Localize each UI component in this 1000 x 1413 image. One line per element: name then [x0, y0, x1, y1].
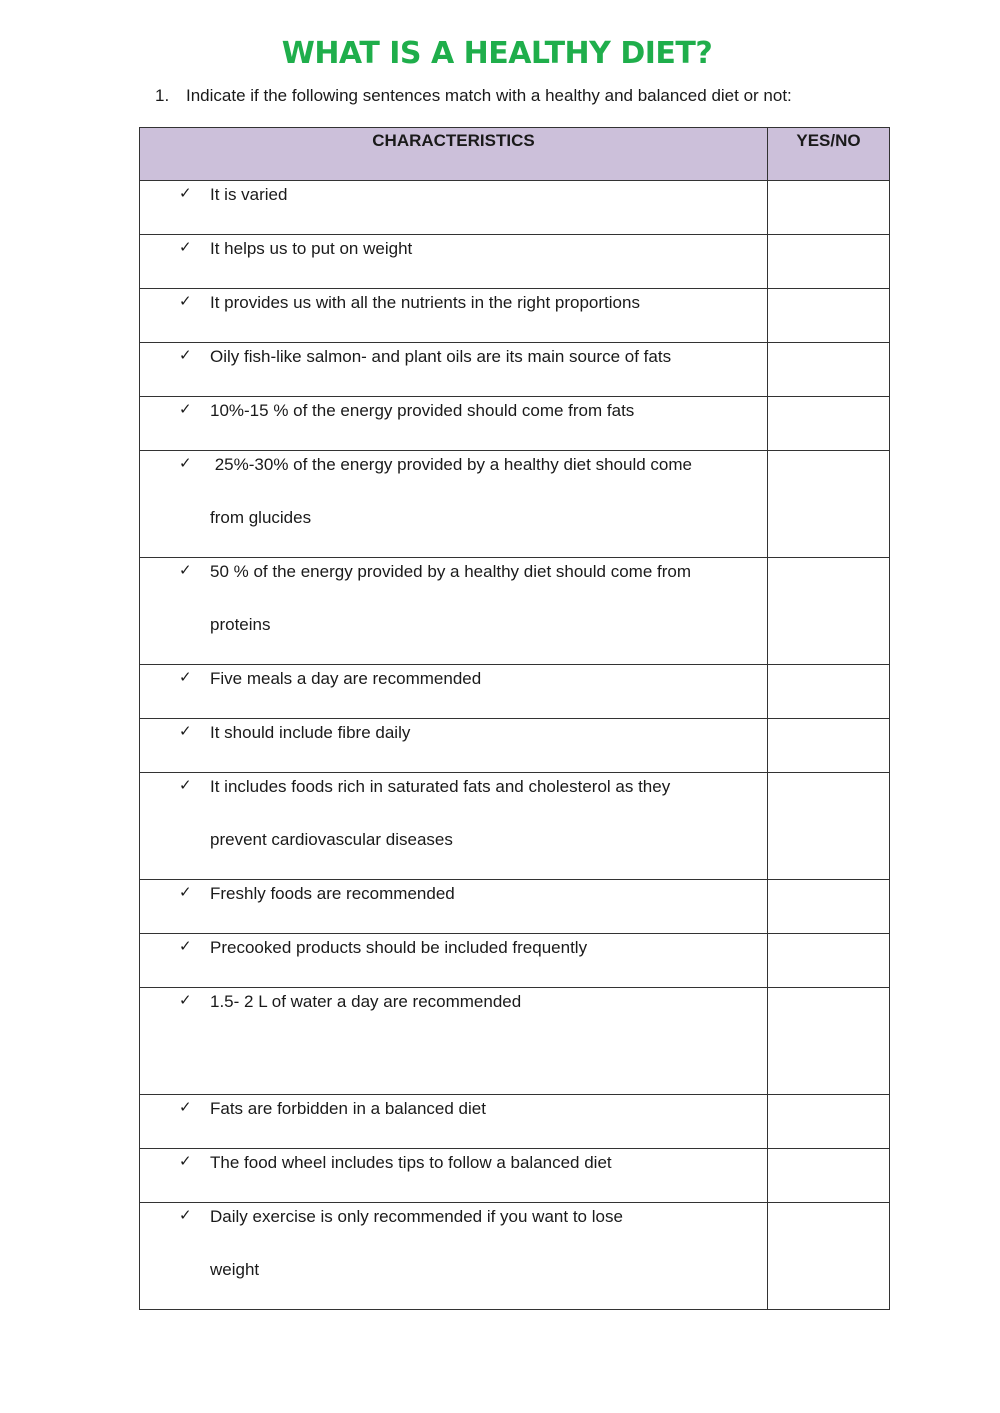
table-row — [140, 773, 890, 880]
table-row — [140, 988, 890, 1095]
check-mark-icon: ✓ — [179, 238, 192, 256]
check-mark-icon: ✓ — [179, 561, 192, 579]
table-row — [140, 934, 890, 988]
characteristic-cell — [140, 1149, 768, 1203]
characteristic-text: 50 % of the energy provided by a healthy diet should come from — [210, 562, 692, 581]
table-row — [140, 181, 890, 235]
check-mark-icon: ✓ — [179, 883, 192, 901]
characteristic-text: Oily fish-like salmon- and plant oils are its main source of fats — [210, 347, 672, 366]
characteristic-cell — [140, 719, 768, 773]
instruction-text: Indicate if the following sentences match with a healthy and balanced diet or not: — [186, 86, 792, 105]
yes-no-answer-cell[interactable] — [768, 934, 890, 988]
check-mark-icon: ✓ — [179, 184, 192, 202]
characteristic-text: 1.5- 2 L of water a day are recommended — [210, 992, 522, 1011]
characteristic-cell — [140, 988, 768, 1095]
characteristic-cell — [140, 558, 768, 665]
check-mark-icon: ✓ — [179, 1098, 192, 1116]
characteristic-text-continued: proteins — [210, 615, 271, 634]
characteristic-cell — [140, 343, 768, 397]
yes-no-answer-cell[interactable] — [768, 1095, 890, 1149]
characteristic-cell — [140, 773, 768, 880]
yes-no-answer-cell[interactable] — [768, 451, 890, 558]
yes-no-answer-cell[interactable] — [768, 880, 890, 934]
characteristic-cell — [140, 397, 768, 451]
characteristic-cell — [140, 1095, 768, 1149]
instruction-number: 1. — [155, 86, 170, 105]
yes-no-answer-cell[interactable] — [768, 665, 890, 719]
yes-no-answer-cell[interactable] — [768, 1149, 890, 1203]
yes-no-answer-cell[interactable] — [768, 181, 890, 235]
characteristic-text: It provides us with all the nutrients in the right proportions — [210, 293, 640, 312]
characteristic-text: Freshly foods are recommended — [210, 884, 455, 903]
yes-no-answer-cell[interactable] — [768, 289, 890, 343]
table-row — [140, 1095, 890, 1149]
characteristic-cell — [140, 289, 768, 343]
table-header — [140, 128, 890, 181]
table-row — [140, 1149, 890, 1203]
characteristic-cell — [140, 235, 768, 289]
table-row — [140, 665, 890, 719]
characteristic-cell — [140, 880, 768, 934]
table-row — [140, 343, 890, 397]
yes-no-answer-cell[interactable] — [768, 343, 890, 397]
header-yes-no: YES/NO — [768, 128, 890, 181]
characteristic-text: It includes foods rich in saturated fats and cholesterol as they — [210, 777, 671, 796]
check-mark-icon: ✓ — [179, 668, 192, 686]
characteristic-text: Daily exercise is only recommended if you want to lose — [210, 1207, 623, 1226]
header-characteristics: CHARACTERISTICS — [140, 128, 768, 181]
characteristic-cell — [140, 451, 768, 558]
characteristic-text: Five meals a day are recommended — [210, 669, 482, 688]
yes-no-answer-cell[interactable] — [768, 235, 890, 289]
table-row — [140, 235, 890, 289]
characteristic-text: It is varied — [210, 185, 288, 204]
check-mark-icon: ✓ — [179, 292, 192, 310]
check-mark-icon: ✓ — [179, 400, 192, 418]
table-row — [140, 397, 890, 451]
characteristic-text: It helps us to put on weight — [210, 239, 413, 258]
characteristic-cell — [140, 1203, 768, 1310]
characteristic-text: It should include fibre daily — [210, 723, 411, 742]
table-row — [140, 289, 890, 343]
characteristic-text: 25%-30% of the energy provided by a healthy diet should come — [210, 455, 692, 474]
characteristic-text-continued: weight — [210, 1260, 260, 1279]
instruction — [155, 86, 792, 106]
yes-no-answer-cell[interactable] — [768, 558, 890, 665]
yes-no-answer-cell[interactable] — [768, 988, 890, 1095]
check-mark-icon: ✓ — [179, 722, 192, 740]
yes-no-answer-cell[interactable] — [768, 397, 890, 451]
table-row — [140, 1203, 890, 1310]
characteristic-text: The food wheel includes tips to follow a balanced diet — [210, 1153, 612, 1172]
characteristic-cell — [140, 934, 768, 988]
check-mark-icon: ✓ — [179, 346, 192, 364]
characteristic-text-continued: from glucides — [210, 508, 312, 527]
table-row — [140, 558, 890, 665]
table-row — [140, 880, 890, 934]
table-row — [140, 451, 890, 558]
characteristic-text: Fats are forbidden in a balanced diet — [210, 1099, 486, 1118]
characteristic-cell — [140, 665, 768, 719]
characteristic-text: 10%-15 % of the energy provided should come from fats — [210, 401, 635, 420]
check-mark-icon: ✓ — [179, 991, 192, 1009]
table-row — [140, 719, 890, 773]
check-mark-icon: ✓ — [179, 937, 192, 955]
yes-no-answer-cell[interactable] — [768, 719, 890, 773]
yes-no-answer-cell[interactable] — [768, 773, 890, 880]
diet-table — [139, 127, 890, 1310]
characteristic-cell — [140, 181, 768, 235]
yes-no-answer-cell[interactable] — [768, 1203, 890, 1310]
page-title: WHAT IS A HEALTHY DIET? — [281, 36, 713, 71]
characteristic-text-continued: prevent cardiovascular diseases — [210, 830, 453, 849]
check-mark-icon: ✓ — [179, 1152, 192, 1170]
characteristic-text: Precooked products should be included frequently — [210, 938, 588, 957]
check-mark-icon: ✓ — [179, 776, 192, 794]
check-mark-icon: ✓ — [179, 454, 192, 472]
check-mark-icon: ✓ — [179, 1206, 192, 1224]
